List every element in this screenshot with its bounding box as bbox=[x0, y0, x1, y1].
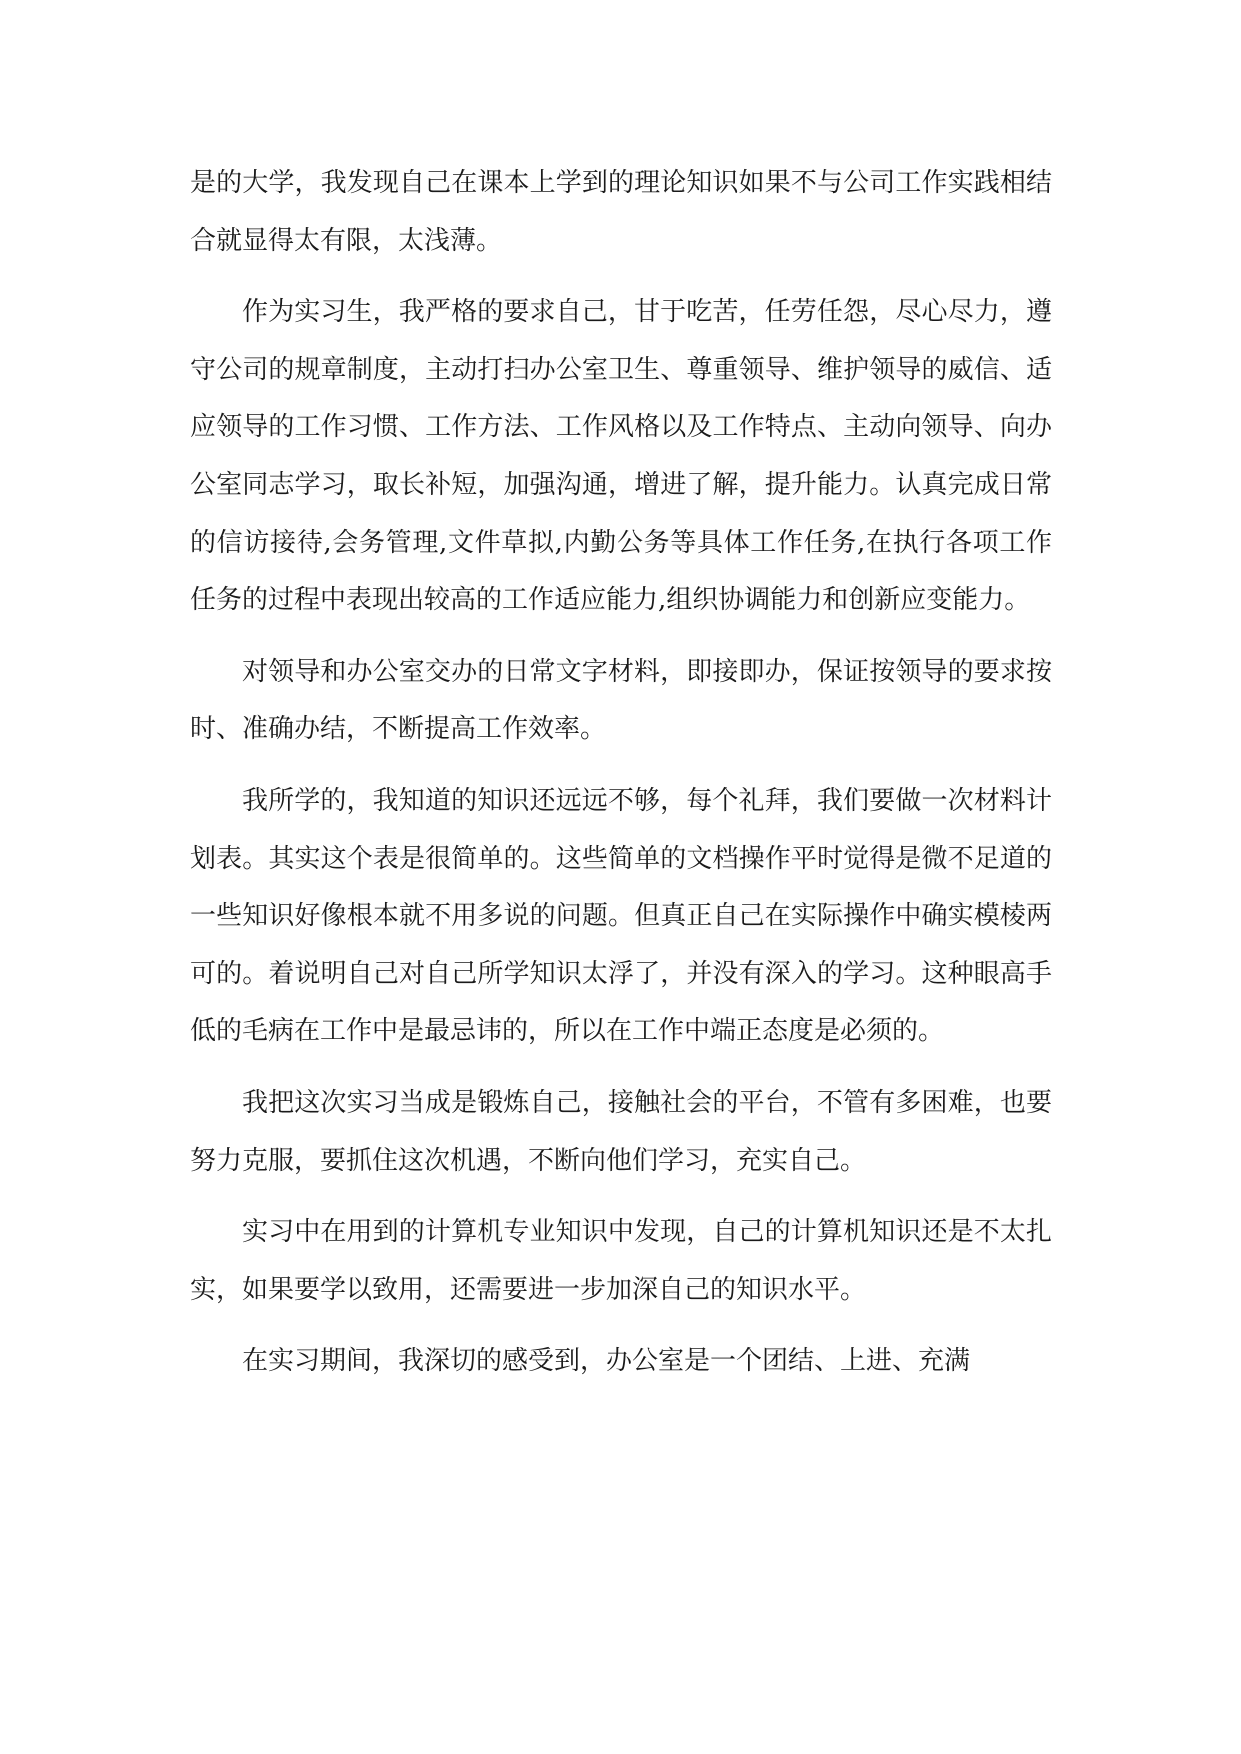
paragraph-knowledge-gap: 我所学的，我知道的知识还远远不够，每个礼拜，我们要做一次材料计划表。其实这个表是很简单的。这些简单的文档操作平时觉得是微不足道的一些知识好像根本就不用多说的问题。但真正自己在实际操作中确实模棱两可的。着说明自己对自己所学知识太浮了，并没有深入的学习。这种眼高手低的毛病在工作中是最忌讳的，所以在工作中端正态度是必须的。 bbox=[190, 785, 1052, 1047]
paragraph-office-feeling: 在实习期间，我深切的感受到，办公室是一个团结、上进、充满 bbox=[242, 1346, 971, 1377]
paragraph-continuation: 是的大学，我发现自己在课本上学到的理论知识如果不与公司工作实践相结合就显得太有限，太浅薄。 bbox=[190, 168, 1052, 256]
paragraph-intern-conduct: 作为实习生，我严格的要求自己，甘于吃苦，任劳任怨，尽心尽力，遵守公司的规章制度，主动打扫办公室卫生、尊重领导、维护领导的威信、适应领导的工作习惯、工作方法、工作风格以及工作特点、主动向领导、向办公室同志学习，取长补短，加强沟通，增进了解，提升能力。认真完成日常的信访接待,会务管理,文件草拟,内勤公务等具体工作任务,在执行各项工作任务的过程中表现出较高的工作适应能力,组织协调能力和创新应变能力。 bbox=[190, 297, 1052, 616]
document-body bbox=[190, 155, 1052, 1405]
paragraph-practice-platform: 我把这次实习当成是锻炼自己，接触社会的平台，不管有多困难，也要努力克服，要抓住这次机遇，不断向他们学习，充实自己。 bbox=[190, 1087, 1052, 1176]
paragraph-computer-skills: 实习中在用到的计算机专业知识中发现，自己的计算机知识还是不太扎实，如果要学以致用，还需要进一步加深自己的知识水平。 bbox=[190, 1217, 1052, 1305]
paragraph-daily-materials: 对领导和办公室交办的日常文字材料，即接即办，保证按领导的要求按时、准确办结，不断提高工作效率。 bbox=[190, 656, 1052, 745]
